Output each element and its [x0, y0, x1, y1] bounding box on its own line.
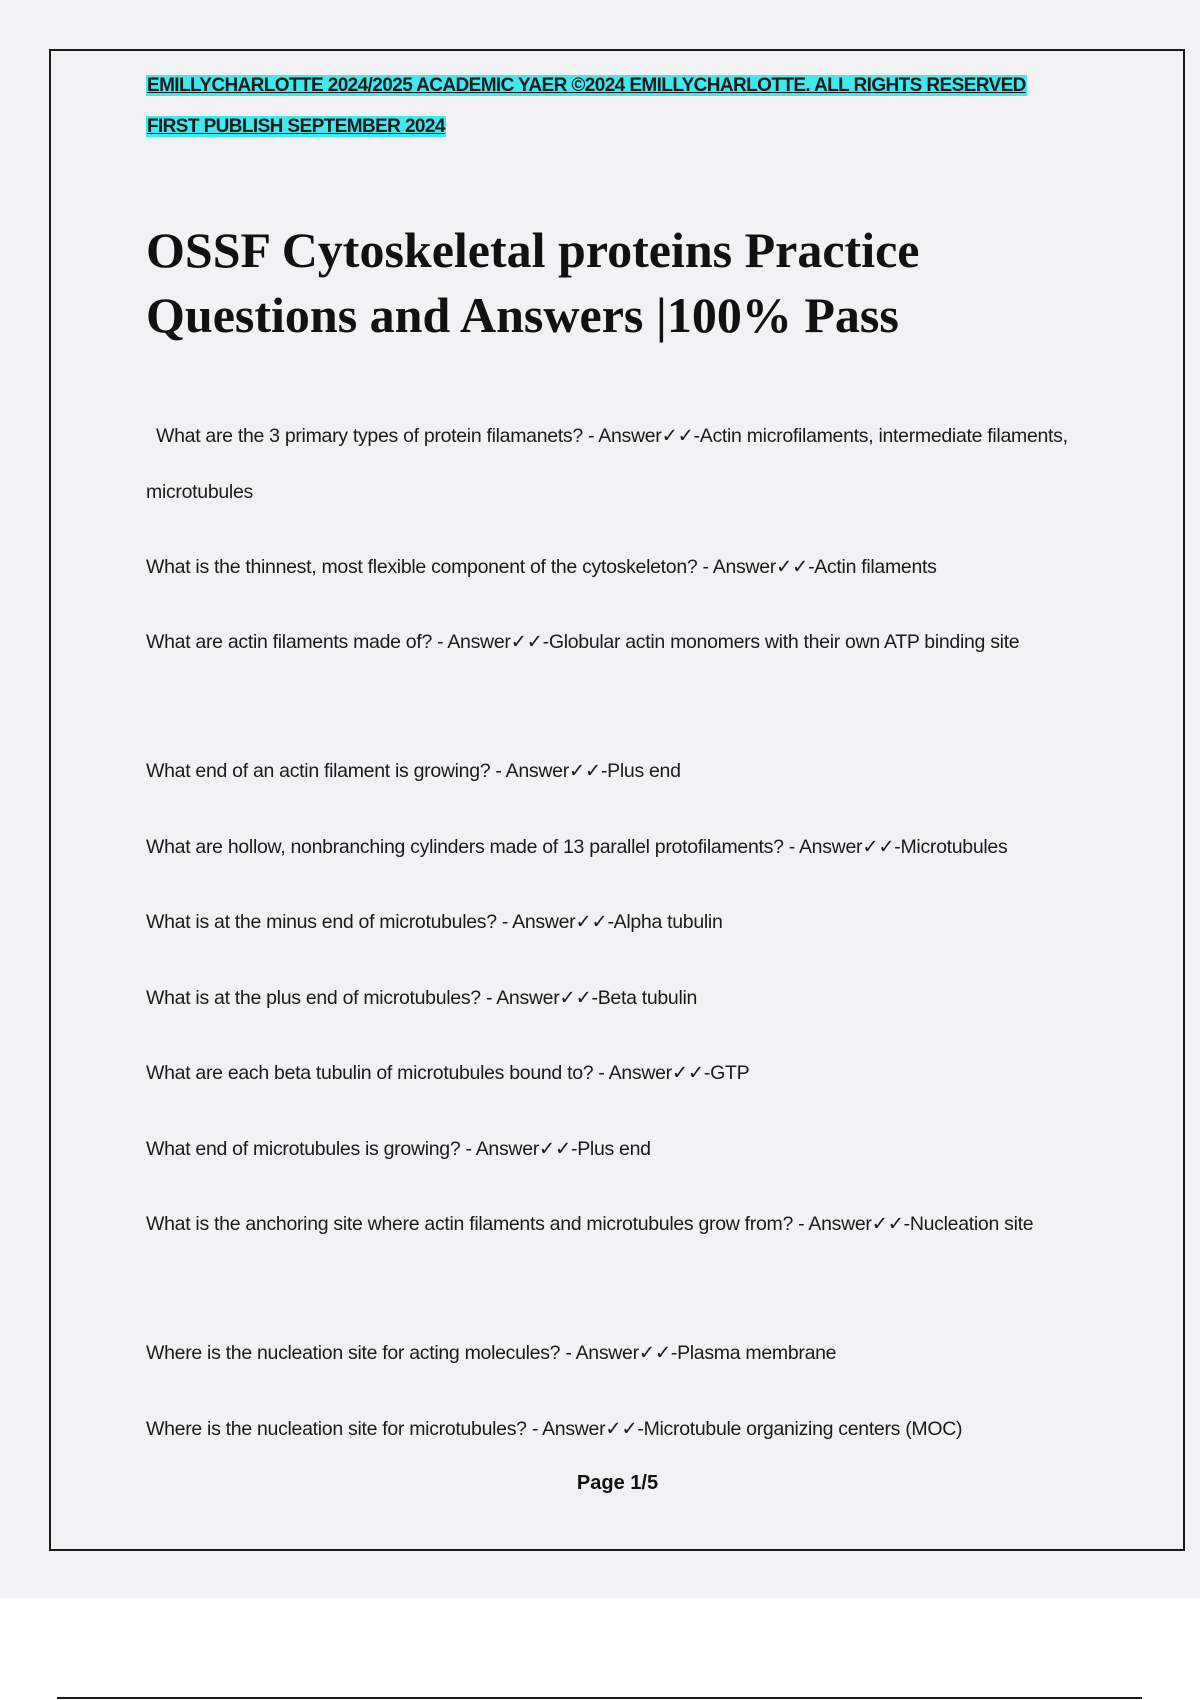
publish-date-header: FIRST PUBLISH SEPTEMBER 2024	[147, 116, 445, 137]
qa-item: What is the anchoring site where actin filaments and microtubules grow from? - Answer✓✓-Nucleation site	[146, 1213, 1034, 1235]
document-title: OSSF Cytoskeletal proteins Practice Questions and Answers |100% Pass	[146, 222, 920, 343]
copyright-header: EMILLYCHARLOTTE 2024/2025 ACADEMIC YAER ©2024 EMILLYCHARLOTTE. ALL RIGHTS RESERVED	[147, 75, 1026, 96]
qa-item: What are actin filaments made of? - Answer✓✓-Globular actin monomers with their own ATP binding site	[146, 631, 1020, 653]
qa-item: What are the 3 primary types of protein filamanets? - Answer✓✓-Actin microfilaments, intermediate filaments, microtubules	[146, 425, 1068, 503]
qa-item: What is at the plus end of microtubules? - Answer✓✓-Beta tubulin	[146, 987, 698, 1009]
qa-item: What are each beta tubulin of microtubules bound to? - Answer✓✓-GTP	[146, 1062, 750, 1084]
qa-item: Where is the nucleation site for microtubules? - Answer✓✓-Microtubule organizing centers (MOC)	[146, 1418, 963, 1440]
page-number: Page 1/5	[576, 1472, 659, 1494]
qa-item: What is at the minus end of microtubules? - Answer✓✓-Alpha tubulin	[146, 911, 723, 933]
qa-item: What are hollow, nonbranching cylinders made of 13 parallel protofilaments? - Answer✓✓-Microtubules	[146, 836, 1008, 858]
qa-item: What end of microtubules is growing? - Answer✓✓-Plus end	[146, 1138, 651, 1160]
qa-item: Where is the nucleation site for acting molecules? - Answer✓✓-Plasma membrane	[146, 1342, 837, 1364]
page-divider	[57, 1697, 1142, 1699]
qa-item: What is the thinnest, most flexible component of the cytoskeleton? - Answer✓✓-Actin filaments	[146, 556, 937, 578]
qa-item: What end of an actin filament is growing? - Answer✓✓-Plus end	[146, 760, 681, 782]
